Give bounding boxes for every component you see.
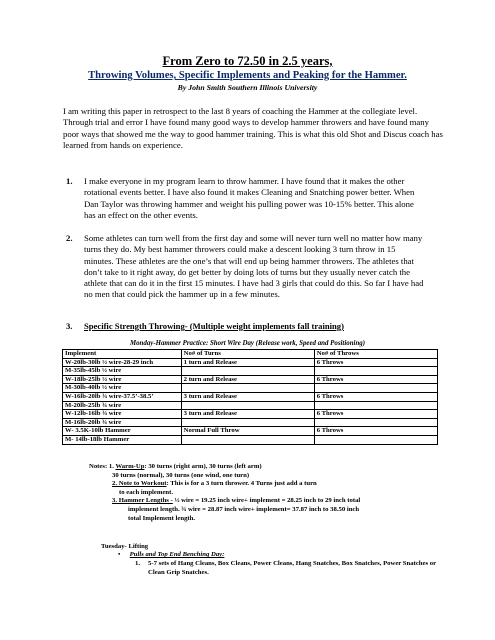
list-item-2 bbox=[66, 233, 426, 301]
note-warmup bbox=[89, 463, 439, 472]
section-number: 3. bbox=[66, 321, 73, 331]
table-cell bbox=[314, 401, 437, 410]
table-row bbox=[63, 358, 438, 367]
table-cell bbox=[314, 435, 437, 444]
table-cell bbox=[314, 384, 437, 393]
bullet-icon: • bbox=[118, 551, 121, 558]
implement-table bbox=[62, 349, 438, 445]
table-cell bbox=[314, 367, 437, 376]
lengths-text: ½ wire = 19.25 inch wire+ implement = 28.25 inch to 29 inch total bbox=[172, 497, 361, 505]
lengths-label: 3. Hammer Lengths - bbox=[112, 497, 173, 505]
workout-label: 2. Note to Workout bbox=[112, 480, 167, 488]
author-byline: By John Smith Southern Illinois University bbox=[177, 83, 318, 92]
list-item-number: 1. bbox=[66, 176, 73, 186]
warmup-text: : 30 turns (right arm), 30 turns (left arm) bbox=[144, 463, 262, 470]
paper-title: From Zero to 72.50 in 2.5 years, bbox=[162, 54, 333, 68]
table-cell: W- 3.5K-10lb Hammer bbox=[63, 427, 182, 436]
table-cell: M- 14lb-18lb Hammer bbox=[63, 435, 182, 444]
table-header: Implement bbox=[63, 350, 182, 359]
practice-heading: Monday-Hammer Practice: Short Wire Day (Release work, Speed and Positioning) bbox=[129, 340, 366, 347]
table-cell: M-35lb-45lb ½ wire bbox=[63, 367, 182, 376]
table-cell bbox=[181, 384, 314, 393]
table-row bbox=[63, 427, 438, 436]
tuesday-heading: Tuesday- Lifting bbox=[101, 543, 149, 550]
table-row bbox=[63, 418, 438, 427]
sub-list-number: 1. bbox=[135, 560, 141, 567]
table-cell: W-18lb-25lb ½ wire bbox=[63, 375, 182, 384]
table-notes bbox=[89, 463, 439, 523]
note-lengths-cont: total Implement length. bbox=[128, 514, 196, 522]
table-row bbox=[63, 435, 438, 444]
table-cell: 2 turn and Release bbox=[181, 375, 314, 384]
table-cell bbox=[181, 401, 314, 410]
table-row bbox=[63, 410, 438, 419]
bullet-text: Pulls and Top End Benching Day: bbox=[129, 551, 225, 558]
table-cell: 3 turn and Release bbox=[181, 410, 314, 419]
table-row bbox=[63, 375, 438, 384]
table-row bbox=[63, 367, 438, 376]
list-item-number: 2. bbox=[66, 233, 73, 243]
table-row bbox=[63, 392, 438, 401]
table-cell: 6 Throws bbox=[314, 375, 437, 384]
table-cell: 3 turn and Release bbox=[181, 392, 314, 401]
warmup-label: Warm-Up bbox=[115, 463, 145, 470]
table-cell: 6 Throws bbox=[314, 358, 437, 367]
paper-subtitle: Throwing Volumes, Specific Implements and Peaking for the Hammer. bbox=[88, 70, 407, 81]
section-title: Specific Strength Throwing- (Multiple weight implements fall training) bbox=[84, 321, 344, 331]
table-cell: 1 turn and Release bbox=[181, 358, 314, 367]
table-cell: M-20lb-25lb ¾ wire bbox=[63, 401, 182, 410]
table-cell: 6 Throws bbox=[314, 410, 437, 419]
table-cell bbox=[181, 435, 314, 444]
notes-label: Notes: 1. bbox=[89, 463, 114, 470]
table-row bbox=[63, 401, 438, 410]
table-cell bbox=[181, 367, 314, 376]
workout-text: : This is for a 3 turn thrower. 4 Turns just add a turn bbox=[166, 480, 317, 488]
table-row bbox=[63, 384, 438, 393]
bullet-item bbox=[118, 551, 224, 558]
note-workout bbox=[89, 480, 439, 489]
note-lengths bbox=[89, 497, 439, 506]
table-cell: W-12lb-16lb ¾ wire bbox=[63, 410, 182, 419]
table-cell: M-30lb-40lb ½ wire bbox=[63, 384, 182, 393]
table-cell: 6 Throws bbox=[314, 427, 437, 436]
list-item-text: Some athletes can turn well from the first day and some will never turn well no matter how many turns they do. My best hammer throwers could make a descent looking 3 turn throw in 15 minutes. These athletes are the one’s that will end up being hammer throwers. The athletes that don’t take to it right away, do get better by doing lots of turns but they usually never catch the athlete that can do it in the first 15 minutes. I have had 3 girls that could do this. So far I have had no men that could pick the hammer up in a few minutes. bbox=[84, 233, 424, 300]
sub-list-item bbox=[135, 560, 440, 577]
table-cell: M-16lb-20lb ¾ wire bbox=[63, 418, 182, 427]
table-header-row bbox=[63, 350, 438, 359]
table-cell: W-20lb-30lb ½ wire-28-29 inch bbox=[63, 358, 182, 367]
table-cell: W-16lb-20lb ¾ wire-37.5’-38.5’ bbox=[63, 392, 182, 401]
note-warmup-cont: 30 turns (normal), 30 turns (one wind, one turn) bbox=[112, 471, 250, 479]
table-cell bbox=[181, 418, 314, 427]
table-cell: Normal Full Throw bbox=[181, 427, 314, 436]
note-workout-cont: to each implement. bbox=[119, 488, 174, 496]
sub-list-text: 5-7 sets of Hang Cleans, Box Cleans, Power Cleans, Hang Snatches, Box Snatches, Power Snatches or Clean Grip Snatches. bbox=[148, 560, 436, 576]
note-lengths-cont: implement length. ¾ wire = 28.87 inch wire+ implement= 37.87 inch to 38.50 inch bbox=[128, 505, 360, 513]
table-header: No# of Throws bbox=[314, 350, 437, 359]
section-3-heading bbox=[66, 321, 444, 331]
intro-paragraph: I am writing this paper in retrospect to the last 8 years of coaching the Hammer at the collegiate level. Through trial and error I have found many good ways to develop hammer throwers and have found many poor ways that showed me the way to good hammer training. This is what this old Shot and Discus coach has learned from hands on experience. bbox=[63, 106, 443, 150]
table-cell: 6 Throws bbox=[314, 392, 437, 401]
table-cell bbox=[314, 418, 437, 427]
table-header: No# of Turns bbox=[181, 350, 314, 359]
list-item-text: I make everyone in my program learn to throw hammer. I have found that it makes the other rotational events better. I have also found it makes Cleaning and Snatching power better. When Dan Taylor was throwing hammer and weight his pulling power was 10-15% better. This alone has an effect on the other events. bbox=[84, 176, 415, 220]
list-item-1 bbox=[66, 176, 426, 221]
